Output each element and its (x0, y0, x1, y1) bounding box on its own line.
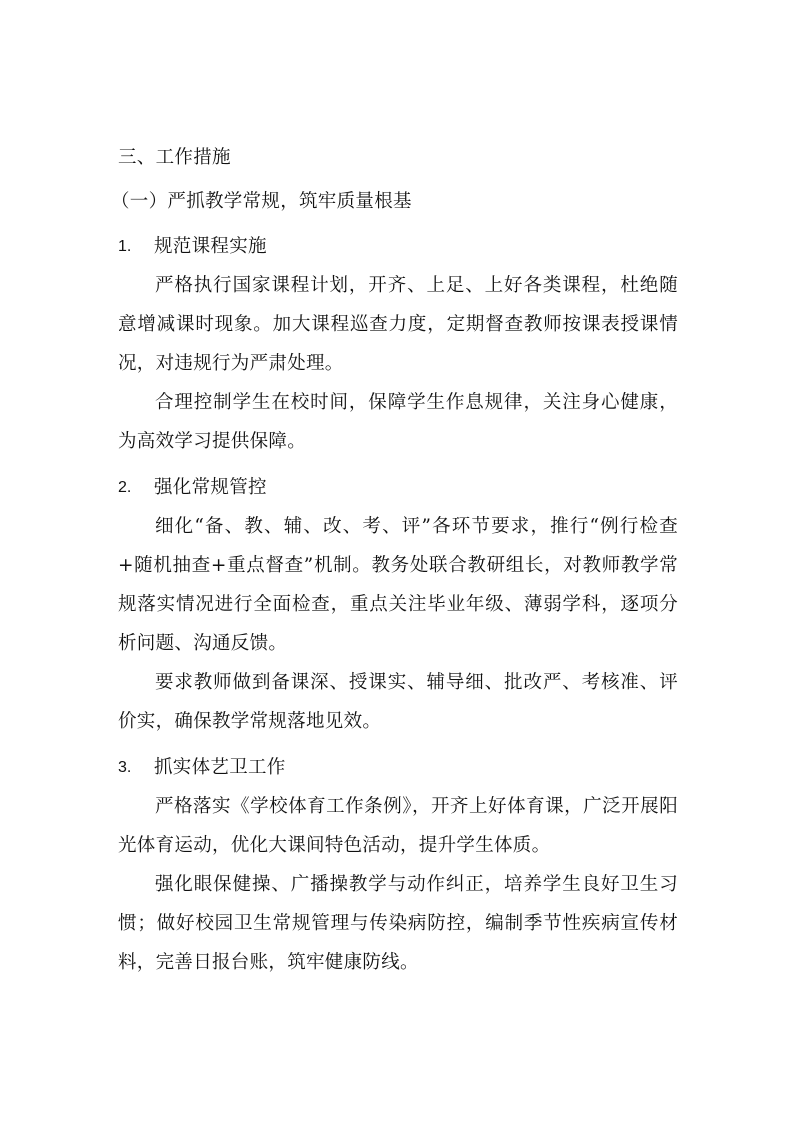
item-heading-text: 强化常规管控 (154, 477, 267, 498)
section-title: 三、工作措施 (118, 147, 231, 168)
paragraph: 严格执行国家课程计划，开齐、上足、上好各类课程，杜绝随意增减课时现象。加大课程巡查力度，定期督查教师按课表授课情况，对违规行为严肃处理。 (118, 275, 678, 374)
paragraph: 合理控制学生在校时间，保障学生作息规律，关注身心健康，为高效学习提供保障。 (118, 392, 678, 452)
subsection-title: （一）严抓教学常规，筑牢质量根基 (111, 191, 412, 212)
item-number: 1. (118, 238, 132, 255)
item-number: 2. (118, 479, 132, 496)
document-body (111, 140, 678, 982)
paragraph: 细化“备、教、辅、改、考、评”各环节要求，推行“例行检查+随机抽查+重点督查”机制。教务处联合教研组长，对教师教学常规落实情况进行全面检查，重点关注毕业年级、薄弱学科，逐项分析问题、沟通反馈。 (118, 516, 678, 654)
item-number: 3. (118, 759, 132, 776)
paragraph: 严格落实《学校体育工作条例》，开齐上好体育课，广泛开展阳光体育运动，优化大课间特色活动，提升学生体质。 (118, 796, 678, 856)
paragraph: 强化眼保健操、广播操教学与动作纠正，培养学生良好卫生习惯；做好校园卫生常规管理与传染病防控，编制季节性疾病宣传材料，完善日报台账，筑牢健康防线。 (118, 874, 678, 973)
item-heading-text: 规范课程实施 (154, 236, 267, 257)
item-heading-text: 抓实体艺卫工作 (154, 757, 286, 778)
paragraph: 要求教师做到备课深、授课实、辅导细、批改严、考核准、评价实，确保教学常规落地见效。 (118, 672, 678, 732)
item-heading-1 (118, 228, 678, 266)
item-heading-3 (118, 749, 678, 787)
item-heading-2 (118, 469, 678, 507)
